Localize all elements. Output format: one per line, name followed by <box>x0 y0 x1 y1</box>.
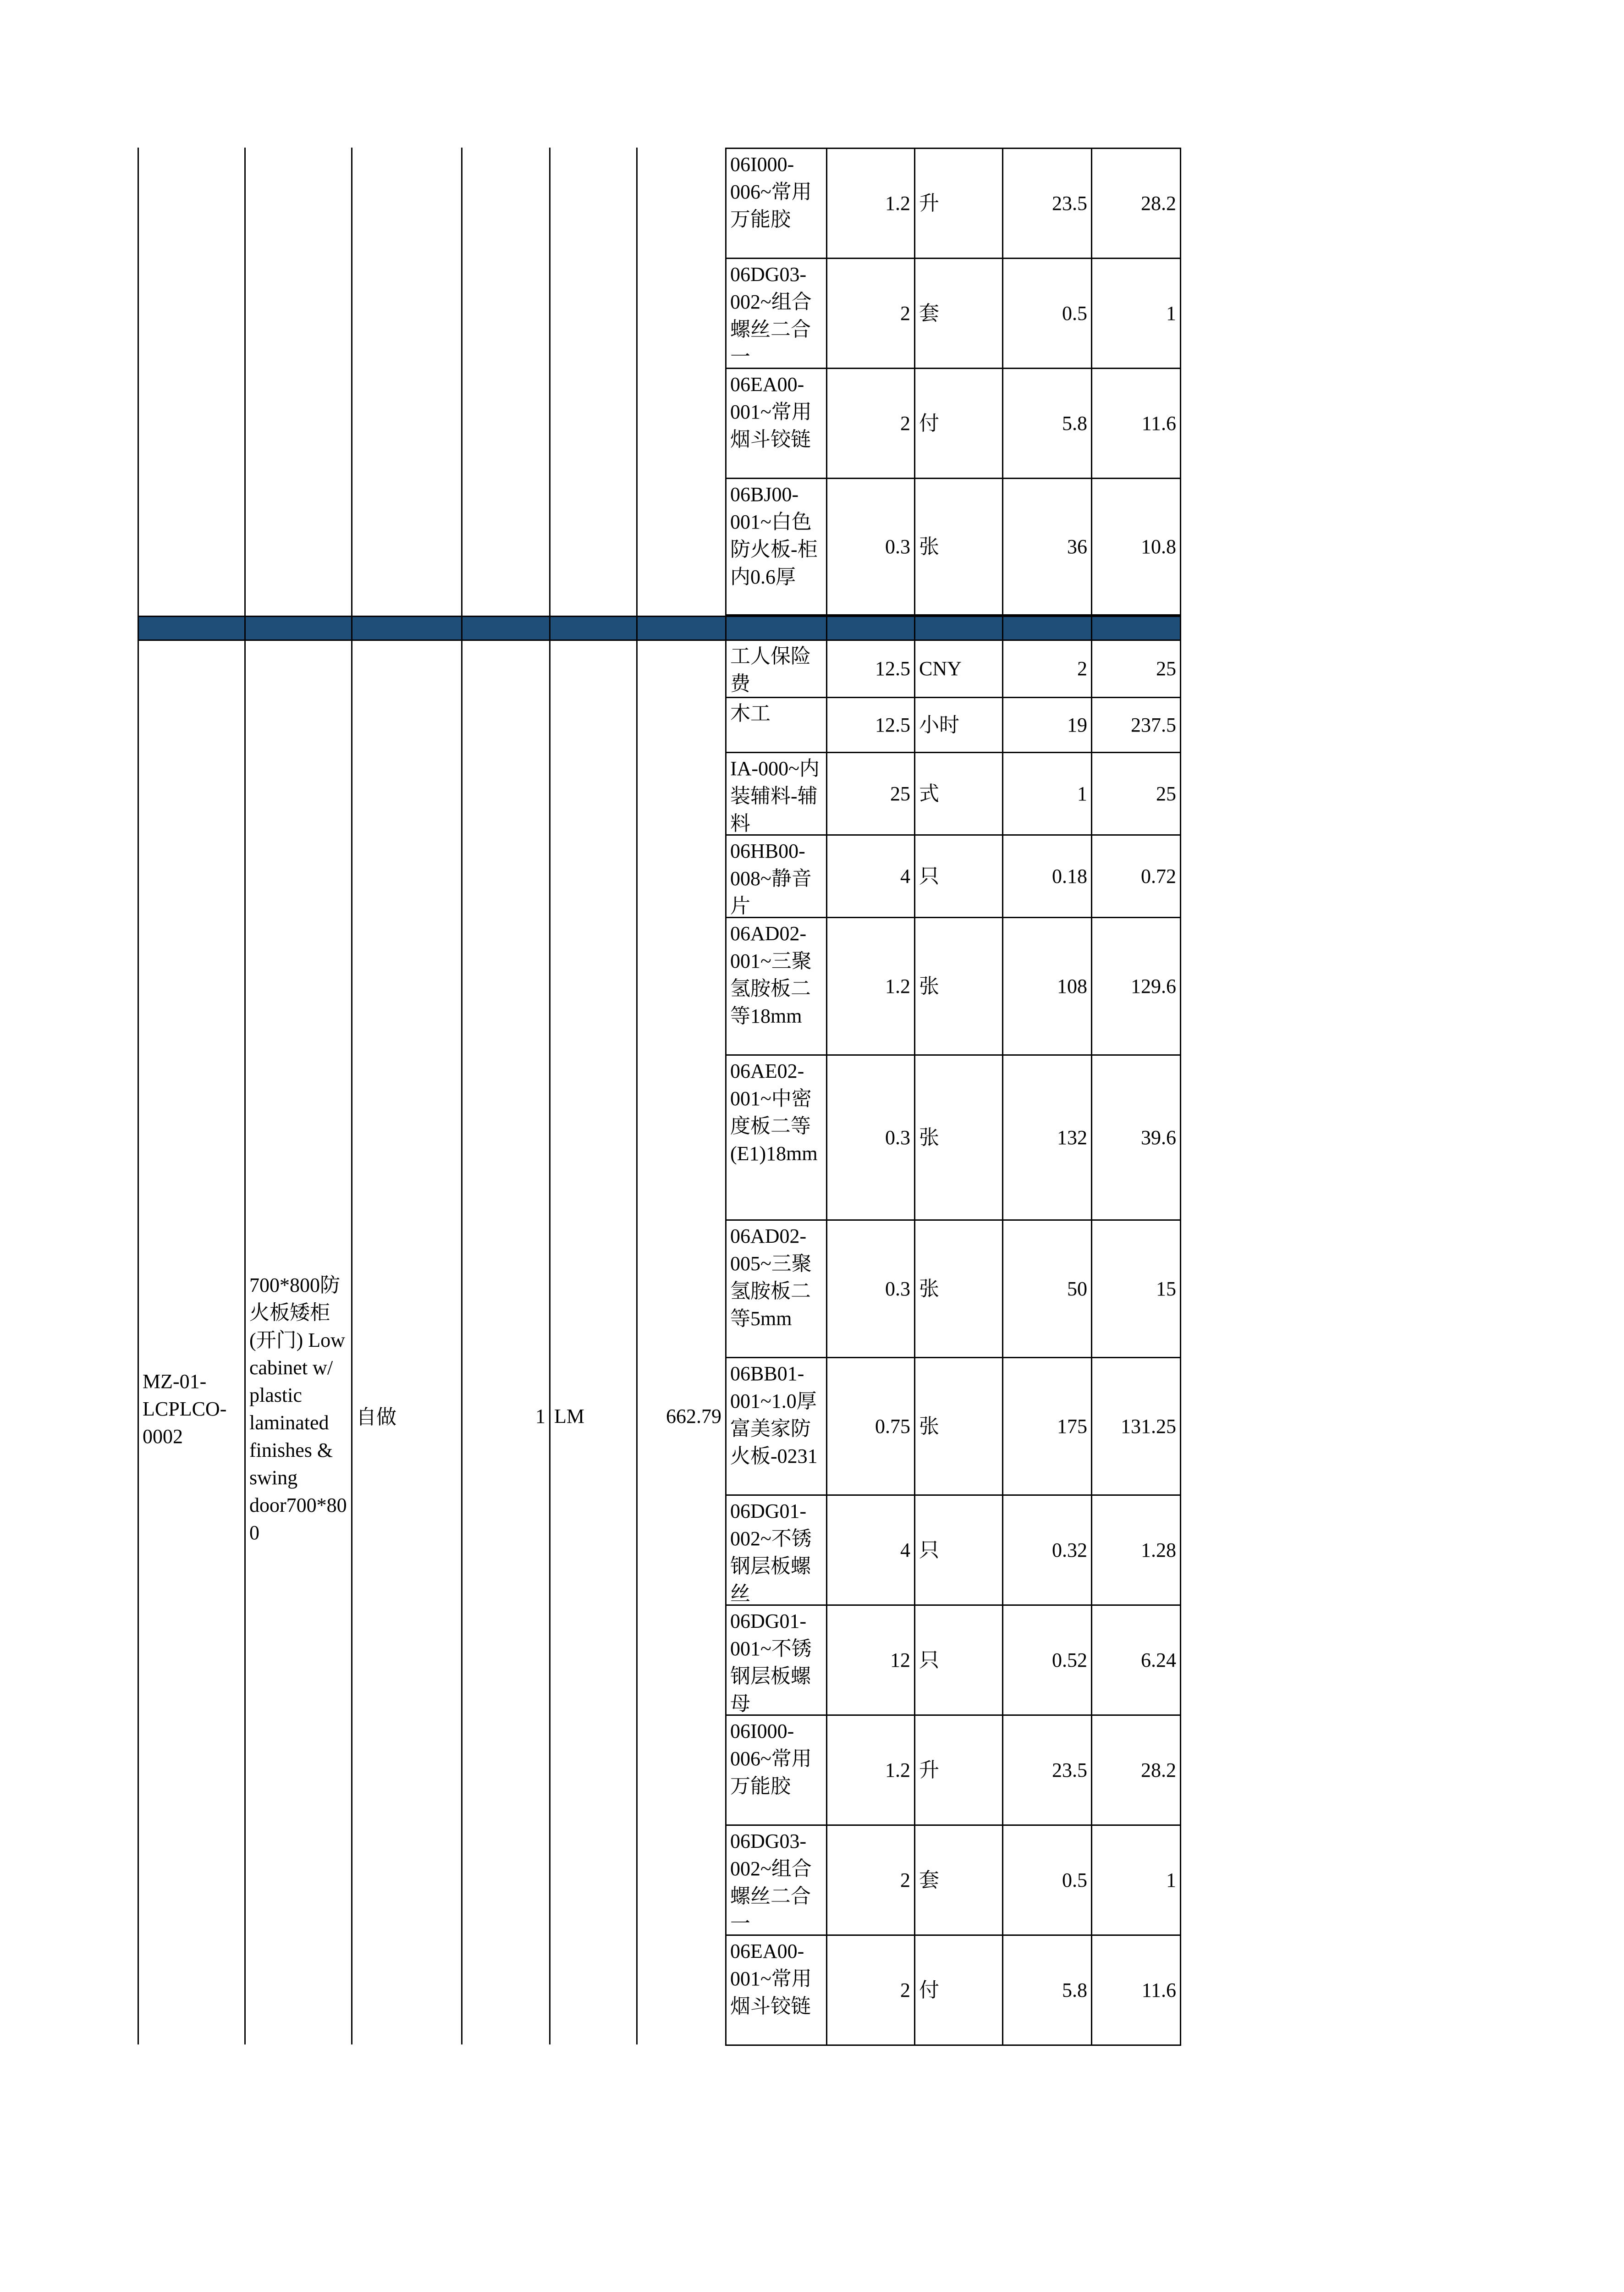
component-name: 06I000- 006~常用 万能胶 <box>730 153 812 231</box>
component-name: 06AD02- 005~三聚 氢胺板二 等5mm <box>730 1225 812 1330</box>
component-price: 175 <box>1057 1415 1087 1438</box>
component-unit: 张 <box>919 975 939 997</box>
product-quantity: 1 <box>535 1405 545 1427</box>
component-name: 06AE02- 001~中密 度板二等 (E1)18mm <box>730 1060 818 1165</box>
component-amount: 1 <box>1166 1868 1176 1891</box>
component-amount: 25 <box>1156 782 1176 805</box>
component-name: 06DG03- 002~组合 螺丝二合 一 <box>730 1830 812 1934</box>
component-name: 06EA00- 001~常用 烟斗铰链 <box>730 373 812 451</box>
component-qty: 0.3 <box>885 1126 910 1149</box>
component-price: 23.5 <box>1052 192 1087 215</box>
column-line <box>636 148 638 2044</box>
column-line <box>549 148 551 2044</box>
component-unit: 套 <box>919 1868 939 1891</box>
component-qty: 4 <box>900 1538 910 1561</box>
component-amount: 6.24 <box>1141 1648 1176 1671</box>
component-qty: 0.75 <box>875 1415 910 1438</box>
component-unit: CNY <box>919 657 962 680</box>
component-qty: 2 <box>900 302 910 325</box>
component-price: 50 <box>1067 1277 1087 1300</box>
component-amount: 11.6 <box>1141 1978 1176 2001</box>
band-edge-line <box>138 639 725 641</box>
component-price: 5.8 <box>1062 1978 1087 2001</box>
component-unit: 小时 <box>919 713 959 736</box>
section-separator-band <box>138 616 1181 639</box>
component-price: 0.32 <box>1052 1538 1087 1561</box>
component-qty: 1.2 <box>885 1758 910 1781</box>
component-name: IA-000~内 装辅料-辅 料 <box>730 757 820 834</box>
component-qty: 1.2 <box>885 975 910 997</box>
component-price: 0.5 <box>1062 302 1087 325</box>
column-line <box>461 148 462 2044</box>
component-price: 1 <box>1077 782 1087 805</box>
component-name: 06I000- 006~常用 万能胶 <box>730 1720 812 1797</box>
component-unit: 只 <box>919 865 939 887</box>
component-qty: 0.3 <box>885 535 910 558</box>
component-name: 06DG03- 002~组合 螺丝二合 一 <box>730 263 812 368</box>
component-amount: 28.2 <box>1141 1758 1176 1781</box>
column-line <box>244 148 246 2044</box>
component-amount: 237.5 <box>1131 713 1176 736</box>
component-qty: 0.3 <box>885 1277 910 1300</box>
component-amount: 0.72 <box>1141 865 1176 887</box>
component-amount: 1.28 <box>1141 1538 1176 1561</box>
component-name: 06HB00- 008~静音 片 <box>730 840 812 917</box>
component-unit: 张 <box>919 1277 939 1300</box>
component-qty: 12.5 <box>875 713 910 736</box>
component-amount: 39.6 <box>1141 1126 1176 1149</box>
component-qty: 12 <box>890 1648 910 1671</box>
component-name: 06DG01- 002~不锈 钢层板螺 丝 <box>730 1500 812 1604</box>
component-amount: 1 <box>1166 302 1176 325</box>
component-amount: 11.6 <box>1141 412 1176 435</box>
component-amount: 15 <box>1156 1277 1176 1300</box>
component-price: 23.5 <box>1052 1758 1087 1781</box>
component-price: 2 <box>1077 657 1087 680</box>
component-name: 06EA00- 001~常用 烟斗铰链 <box>730 1940 812 2017</box>
component-unit: 张 <box>919 1126 939 1149</box>
component-qty: 1.2 <box>885 192 910 215</box>
row-line <box>725 2044 1181 2046</box>
component-price: 36 <box>1067 535 1087 558</box>
row-line <box>725 616 1181 617</box>
component-amount: 131.25 <box>1121 1415 1176 1438</box>
component-unit: 张 <box>919 535 939 558</box>
component-unit: 付 <box>919 412 939 435</box>
column-line <box>138 148 139 2044</box>
component-qty: 25 <box>890 782 910 805</box>
component-unit: 升 <box>919 1758 939 1781</box>
component-price: 0.52 <box>1052 1648 1087 1671</box>
product-total: 662.79 <box>666 1405 721 1427</box>
component-name: 06DG01- 001~不锈 钢层板螺 母 <box>730 1610 812 1714</box>
component-unit: 只 <box>919 1538 939 1561</box>
component-unit: 张 <box>919 1415 939 1438</box>
component-qty: 2 <box>900 1868 910 1891</box>
component-amount: 25 <box>1156 657 1176 680</box>
component-name: 06AD02- 001~三聚 氢胺板二 等18mm <box>730 922 812 1027</box>
component-name: 06BB01- 001~1.0厚 富美家防 火板-0231 <box>730 1362 818 1467</box>
component-unit: 式 <box>919 782 939 805</box>
product-description: 700*800防 火板矮柜 (开门) Low cabinet w/ plastic laminated finishes & swing door700*80 0 <box>249 1274 347 1544</box>
component-price: 19 <box>1067 713 1087 736</box>
component-unit: 付 <box>919 1978 939 2001</box>
component-price: 132 <box>1057 1126 1087 1149</box>
component-unit: 升 <box>919 192 939 215</box>
column-line <box>351 148 352 2044</box>
component-price: 5.8 <box>1062 412 1087 435</box>
component-unit: 套 <box>919 302 939 325</box>
product-code: MZ-01- LCPLCO- 0002 <box>143 1370 227 1448</box>
component-name: 工人保险 费 <box>730 645 811 695</box>
component-name: 06BJ00- 001~白色 防火板-柜 内0.6厚 <box>730 483 818 588</box>
product-unit: LM <box>554 1405 584 1427</box>
component-name: 木工 <box>730 702 771 725</box>
component-qty: 4 <box>900 865 910 887</box>
column-line <box>1180 148 1181 2046</box>
component-price: 0.18 <box>1052 865 1087 887</box>
component-unit: 只 <box>919 1648 939 1671</box>
component-amount: 28.2 <box>1141 192 1176 215</box>
component-price: 0.5 <box>1062 1868 1087 1891</box>
component-amount: 10.8 <box>1141 535 1176 558</box>
component-price: 108 <box>1057 975 1087 997</box>
component-qty: 2 <box>900 1978 910 2001</box>
component-qty: 2 <box>900 412 910 435</box>
component-amount: 129.6 <box>1131 975 1176 997</box>
band-edge-line <box>138 616 725 617</box>
product-source: 自做 <box>356 1406 396 1428</box>
component-qty: 12.5 <box>875 657 910 680</box>
